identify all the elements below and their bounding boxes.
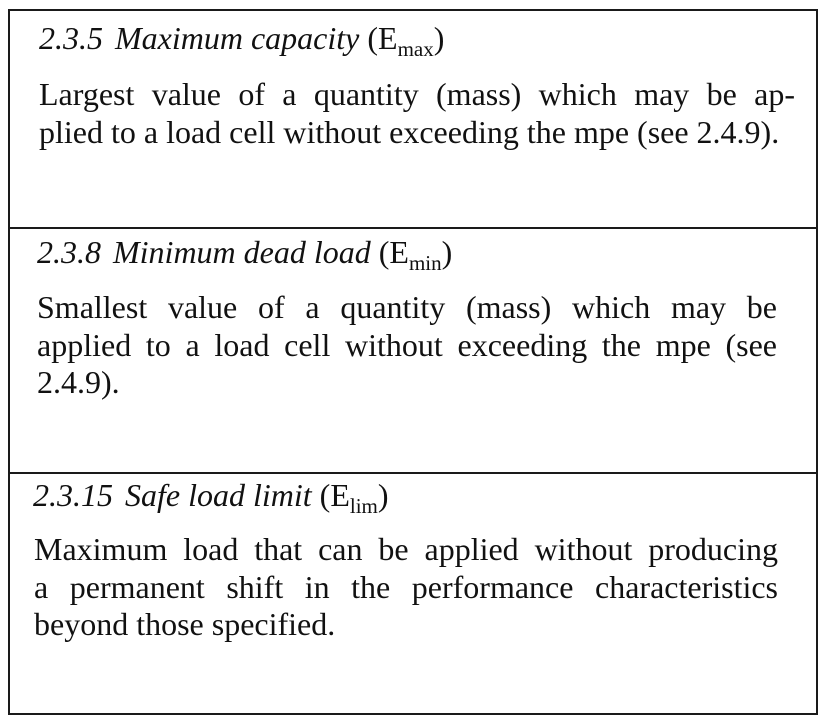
text-line: Maximum load that can be applied without producing [34, 531, 778, 567]
symbol: $(E_{min})$ [378, 234, 453, 275]
definition-heading [33, 477, 389, 518]
text-line: applied to a load cell without exceeding the mpe (see [37, 326, 777, 363]
definition-entry-minimum-dead-load [10, 227, 816, 472]
text-line: Smallest value of a quantity (mass) which may be [37, 289, 777, 325]
term-name: Minimum dead load [113, 234, 371, 270]
definition-entry-maximum-capacity [10, 11, 816, 227]
symbol-subscript: max [397, 37, 434, 61]
symbol-subscript: lim [349, 494, 378, 518]
symbol: $(E_{lim})$ [319, 477, 389, 518]
definitions-table [8, 9, 818, 715]
definition-heading [37, 234, 453, 275]
definition-text [39, 76, 795, 151]
text-line: beyond those specified. [34, 606, 336, 642]
clause-number: 2.3.8 [37, 234, 101, 270]
term-name: Maximum capacity [115, 20, 360, 56]
clause-number: 2.3.5 [39, 20, 103, 56]
symbol-subscript: min [408, 251, 442, 275]
text-line: a permanent shift in the performance characteristics [34, 568, 778, 605]
text-line: Largest value of a quantity (mass) which may be ap- [39, 76, 795, 112]
definition-heading [39, 20, 445, 61]
definition-text [34, 531, 778, 644]
definition-text [37, 289, 777, 402]
term-name: Safe load limit [125, 477, 312, 513]
clause-number: 2.3.15 [33, 477, 113, 513]
definition-entry-safe-load-limit [10, 472, 816, 715]
symbol: $(E_{max})$ [367, 20, 445, 61]
text-line: plied to a load cell without exceeding the mpe (see 2.4.9). [39, 113, 780, 150]
text-line: 2.4.9). [37, 364, 120, 400]
